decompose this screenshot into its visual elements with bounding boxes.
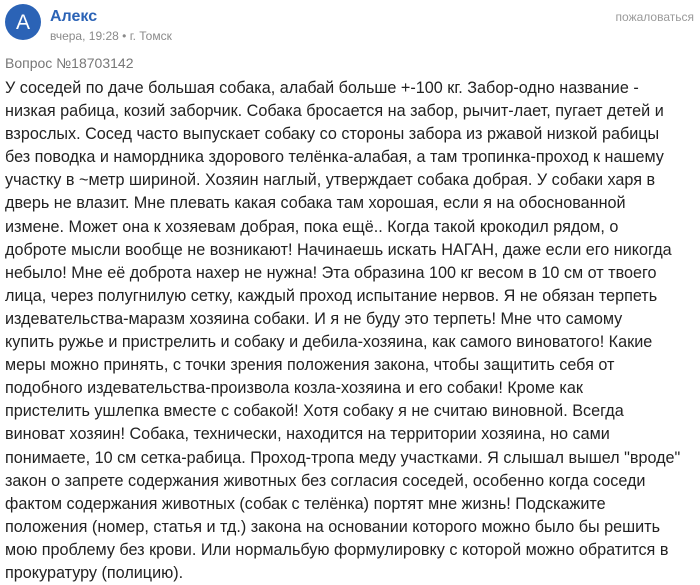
avatar[interactable] [5, 4, 41, 40]
question-text-line: прокуратуру (полицию). [5, 563, 184, 582]
question-text-line: меры можно принять, с точки зрения положения закона, чтобы защитить себя от [5, 356, 615, 375]
question-text-line: купить ружье и пристрелить и собаку и дебила-хозяина, как самого виноватого! Какие [5, 333, 653, 352]
post-location: г. Томск [129, 29, 172, 43]
question-text-line: дверь не влазит. Мне плевать какая собака там хорошая, если я на обоснованной [5, 194, 626, 213]
question-text-line: участку в ~метр шириной. Хозяин наглый, утверждает собака добрая. У собаки харя в [5, 171, 656, 190]
question-text [5, 77, 697, 585]
author-name[interactable]: Алекс [50, 8, 98, 25]
question-text-line: измене. Может она к хозяевам добрая, пока ещё.. Когда такой крокодил рядом, о [5, 217, 619, 236]
question-text-line: закон о запрете содержания животных без согласия соседей, особенно когда соседи [5, 471, 646, 490]
meta-separator: • [122, 29, 127, 43]
question-text-line: понимаете, 10 см сетка-рабица. Проход-тропа меду участками. Я слышал вышел "вроде" [5, 448, 681, 467]
question-text-line: мою проблему без крови. Или нормальбую формулировку с которой можно обратится в [5, 540, 669, 559]
post-meta [50, 29, 172, 43]
avatar-letter: А [15, 10, 30, 34]
question-text-line: положения (номер, статья и тд.) закона на основании которого можно было бы решить [5, 517, 661, 536]
report-link[interactable]: пожаловаться [615, 10, 694, 24]
question-text-line: фактом содержания животных (собак с телёнка) портят мне жизнь! Подскажите [5, 494, 606, 513]
question-text-line: издевательства-маразм хозяина собаки. И я не буду это терпеть! Мне что самому [5, 309, 623, 328]
post-time: вчера, 19:28 [50, 29, 119, 43]
question-number: Вопрос №18703142 [5, 55, 134, 71]
post-header [0, 0, 700, 48]
question-text-line: низкая рабица, козий заборчик. Собака бросается на забор, рычит-лает, пугает детей и [5, 102, 664, 121]
question-text-line: У соседей по даче большая собака, алабай больше +-100 кг. Забор-одно название - [5, 79, 639, 97]
question-text-line: подобного издевательства-произвола козла-хозяина и его собаки! Кроме как [5, 379, 583, 398]
question-text-line: виноват хозяин! Собака, технически, находится на территории хозяина, но сами [5, 425, 610, 444]
question-text-line: пристелить ушлепка вместе с собакой! Хотя собаку я не считаю виновной. Всегда [5, 402, 624, 421]
question-text-line: без поводка и намордника здорового телёнка-алабая, а там тропинка-проход к нашему [5, 148, 664, 167]
question-text-line: доброте мысли вообще не возникают! Начинаешь искать НАГАН, даже если его никогда [5, 240, 672, 259]
question-text-line: взрослых. Сосед часто выпускает собаку со стороны забора из ржавой низкой рабицы [5, 125, 660, 144]
question-text-line: небыло! Мне её доброта нахер не нужна! Эта образина 100 кг весом в 10 см от твоего [5, 263, 657, 282]
question-text-line: лица, через полугнилую сетку, каждый проход испытание нервов. Я не обязан терпеть [5, 286, 658, 305]
